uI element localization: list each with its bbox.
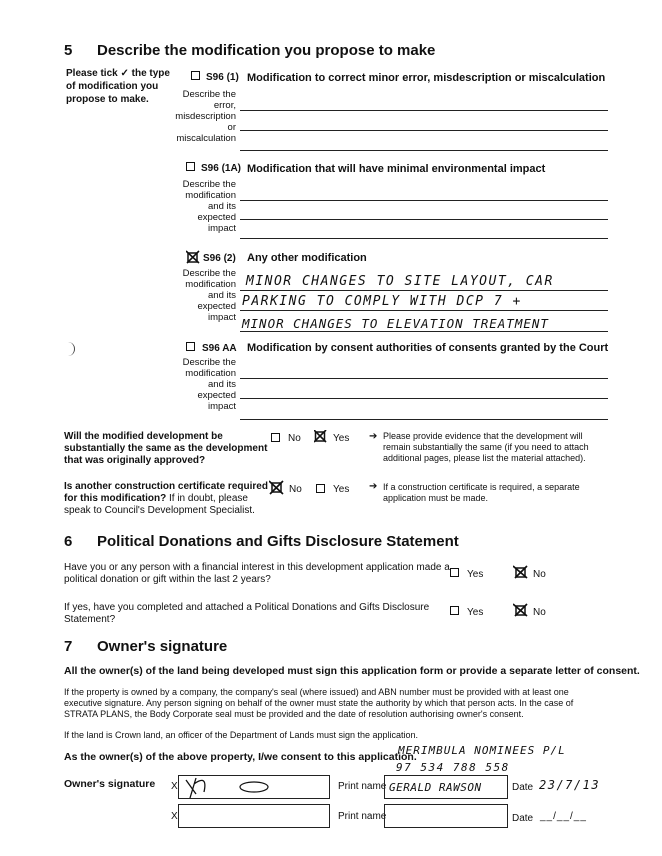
s6-q2-no-label: No bbox=[533, 607, 546, 618]
tick-prompt: Please tick ✓ the type of modification you propose to make. bbox=[66, 68, 170, 105]
stray-mark bbox=[68, 342, 75, 356]
s96-aa-title: Modification by consent authorities of consents granted by the Court bbox=[247, 342, 609, 354]
handwriting-company: MERIMBULA NOMINEES P/L bbox=[398, 744, 566, 757]
s96-aa-label: Describe the modification and its expected impact bbox=[182, 357, 236, 412]
s96-1a-label: Describe the modification and its expected impact bbox=[182, 179, 236, 234]
signature-scribble bbox=[178, 770, 288, 800]
s96-2-handwriting-2: PARKING TO COMPLY WITH DCP 7 + bbox=[242, 294, 522, 309]
q-cert-note: If a construction certificate is required, a separate application must be made. bbox=[383, 482, 580, 503]
print-name-label-2: Print name bbox=[338, 811, 387, 822]
s7-lead: All the owner(s) of the land being developed must sign this application form or provide a separate letter of consent. bbox=[64, 665, 640, 677]
q-same-text: Will the modified development be substantially the same as the development that was originally approved? bbox=[64, 431, 268, 466]
s6-q1-no-checkbox-checked[interactable] bbox=[513, 565, 528, 579]
s96-2-line-1[interactable] bbox=[240, 290, 608, 291]
s6-q2-no-checkbox-checked[interactable] bbox=[513, 603, 528, 617]
q-cert-text: Is another construction certificate required for this modification? If in doubt, please speak to Council's Development Specialist. bbox=[64, 481, 268, 516]
q-same-note: Please provide evidence that the development will remain substantially the same (if you need to attach additional pages, please list the material attached). bbox=[383, 431, 589, 463]
q-cert-yes-checkbox[interactable] bbox=[316, 484, 325, 493]
s96-1-checkbox[interactable] bbox=[191, 71, 200, 80]
s6-q2: If yes, have you completed and attached a Political Donations and Gifts Disclosure Statement? bbox=[64, 602, 430, 625]
q-cert-no-checkbox-checked[interactable] bbox=[269, 480, 284, 495]
s7-para2: If the land is Crown land, an officer of the Department of Lands must sign the application. bbox=[64, 730, 419, 740]
q-same-no-checkbox[interactable] bbox=[271, 433, 280, 442]
signature-field-2[interactable] bbox=[178, 804, 330, 828]
q-same-yes-label: Yes bbox=[333, 433, 350, 444]
s96-aa-line-3[interactable] bbox=[240, 419, 608, 420]
sig-x-2: X bbox=[171, 811, 178, 822]
s96-2-line-2[interactable] bbox=[240, 310, 608, 311]
s96-1a-line-2[interactable] bbox=[240, 219, 608, 220]
s96-2-label: Describe the modification and its expected impact bbox=[182, 268, 236, 323]
s96-aa-line-2[interactable] bbox=[240, 398, 608, 399]
s6-q1-no-label: No bbox=[533, 569, 546, 580]
s7-consent: As the owner(s) of the above property, I/we consent to this application. bbox=[64, 751, 417, 763]
date-field-2[interactable]: __/__/__ bbox=[540, 811, 587, 822]
section-7-number: 7 bbox=[64, 638, 73, 655]
section-7-title: Owner's signature bbox=[97, 638, 228, 655]
handwriting-date: 23/7/13 bbox=[539, 778, 601, 792]
s96-1-title: Modification to correct minor error, misdescription or miscalculation bbox=[247, 72, 606, 84]
s96-2-line-3[interactable] bbox=[240, 331, 608, 332]
s6-q2-yes-label: Yes bbox=[467, 607, 484, 618]
s96-1-label: Describe the error, misdescription or miscalculation bbox=[175, 89, 236, 144]
s96-2-handwriting-3: MINOR CHANGES TO ELEVATION TREATMENT bbox=[242, 316, 549, 331]
s96-aa-checkbox[interactable] bbox=[186, 342, 195, 351]
handwriting-name: GERALD RAWSON bbox=[389, 781, 482, 794]
section-5-title: Describe the modification you propose to make bbox=[97, 42, 436, 59]
date-label-2: Date bbox=[512, 813, 534, 824]
date-label-1: Date bbox=[512, 782, 534, 793]
arrow-icon: ➔ bbox=[369, 481, 378, 492]
s6-q1-yes-checkbox[interactable] bbox=[450, 568, 459, 577]
s6-q2-yes-checkbox[interactable] bbox=[450, 606, 459, 615]
section-6-number: 6 bbox=[64, 533, 73, 550]
owner-signature-label: Owner's signature bbox=[64, 778, 156, 790]
s96-2-title: Any other modification bbox=[247, 252, 367, 264]
s96-aa-line-1[interactable] bbox=[240, 378, 608, 379]
s96-1a-checkbox[interactable] bbox=[186, 162, 195, 171]
q-same-no-label: No bbox=[288, 433, 301, 444]
s96-2-handwriting-1: MINOR CHANGES TO SITE LAYOUT, CAR bbox=[246, 274, 554, 289]
s96-aa-code: S96 AA bbox=[202, 343, 237, 354]
print-name-field-2[interactable] bbox=[384, 804, 508, 828]
s96-1-line-2[interactable] bbox=[240, 130, 608, 131]
arrow-icon: ➔ bbox=[369, 431, 378, 442]
sig-x-1: X bbox=[171, 781, 178, 792]
s96-1a-title: Modification that will have minimal environmental impact bbox=[247, 163, 546, 175]
s96-2-code: S96 (2) bbox=[203, 253, 236, 264]
q-cert-yes-label: Yes bbox=[333, 484, 350, 495]
s96-1-line-1[interactable] bbox=[240, 110, 608, 111]
s96-1a-line-3[interactable] bbox=[240, 238, 608, 239]
q-same-yes-checkbox-checked[interactable] bbox=[314, 430, 327, 443]
s96-1-code: S96 (1) bbox=[206, 72, 239, 83]
s6-q1-yes-label: Yes bbox=[467, 569, 484, 580]
s96-1a-code: S96 (1A) bbox=[201, 163, 242, 174]
section-5-number: 5 bbox=[64, 42, 73, 59]
s96-2-checkbox-checked[interactable] bbox=[186, 250, 200, 264]
s96-1-line-3[interactable] bbox=[240, 150, 608, 151]
s7-para1: If the property is owned by a company, the company's seal (where issued) and ABN number must be provided with at least one executive signature. Any person signing on behalf of the owner must state the authority by which that person acts. In the case of STRATA PLANS, the Body Corporate seal must be provided and the date of resolution authorising owner's consent. bbox=[64, 687, 574, 719]
section-6-title: Political Donations and Gifts Disclosure Statement bbox=[97, 533, 459, 550]
q-cert-no-label: No bbox=[289, 484, 302, 495]
s6-q1: Have you or any person with a financial interest in this development application made a political donation or gift within the last 2 years? bbox=[64, 562, 450, 585]
s96-1a-line-1[interactable] bbox=[240, 200, 608, 201]
handwriting-abn: 97 534 788 558 bbox=[396, 761, 510, 774]
print-name-label-1: Print name bbox=[338, 781, 387, 792]
